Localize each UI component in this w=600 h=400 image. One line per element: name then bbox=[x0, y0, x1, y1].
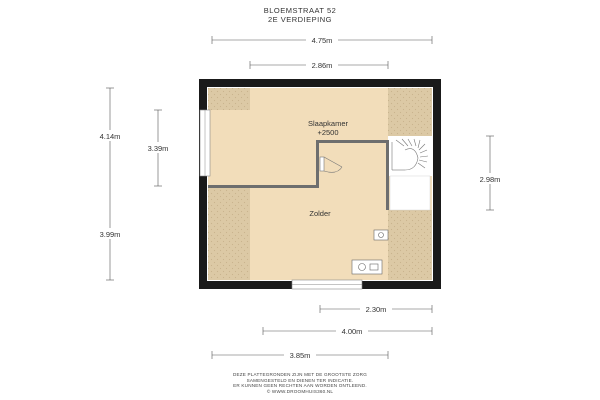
room-label-zolder: Zolder bbox=[309, 209, 331, 218]
dim-bottom-mid: 4.00m bbox=[341, 327, 363, 336]
slope-left-top bbox=[208, 88, 250, 110]
floor-title: 2E VERDIEPING bbox=[267, 15, 333, 24]
address-title: BLOEMSTRAAT 52 bbox=[263, 6, 337, 15]
boiler-icon bbox=[374, 230, 388, 240]
disclaimer-line-1: DEZE PLATTEGRONDEN ZIJN MET DE GROOTSTE ZORG bbox=[233, 372, 367, 377]
stair-void bbox=[390, 176, 430, 210]
dim-left-total: 4.14m bbox=[99, 132, 121, 141]
slope-left-bottom bbox=[208, 186, 250, 280]
slope-right-bottom bbox=[388, 210, 432, 280]
dim-left-lower: 3.99m bbox=[99, 230, 121, 239]
room-label-slaapkamer: Slaapkamer bbox=[307, 119, 349, 128]
disclaimer-line-2: SAMENGESTELD EN DIENEN TER INDICATIE. bbox=[246, 377, 354, 383]
room-level-slaapkamer: +2500 bbox=[317, 128, 339, 137]
disclaimer-line-4: © WWW.DROOMHUIS360.NL bbox=[266, 388, 334, 394]
slope-right-top bbox=[388, 88, 432, 136]
disclaimer bbox=[0, 372, 600, 394]
dim-right: 2.98m bbox=[479, 175, 501, 184]
dim-bottom-total: 3.85m bbox=[289, 351, 311, 360]
washing-machine-icon bbox=[352, 260, 382, 274]
dim-bottom-small: 2.30m bbox=[365, 305, 387, 314]
dim-top-inner: 2.86m bbox=[311, 61, 333, 70]
dim-left-room: 3.39m bbox=[147, 144, 169, 153]
disclaimer-line-3: ER KUNNEN GEEN RECHTEN AAN WORDEN ONTLEEND. bbox=[233, 383, 367, 389]
dim-top-total: 4.75m bbox=[311, 36, 333, 45]
